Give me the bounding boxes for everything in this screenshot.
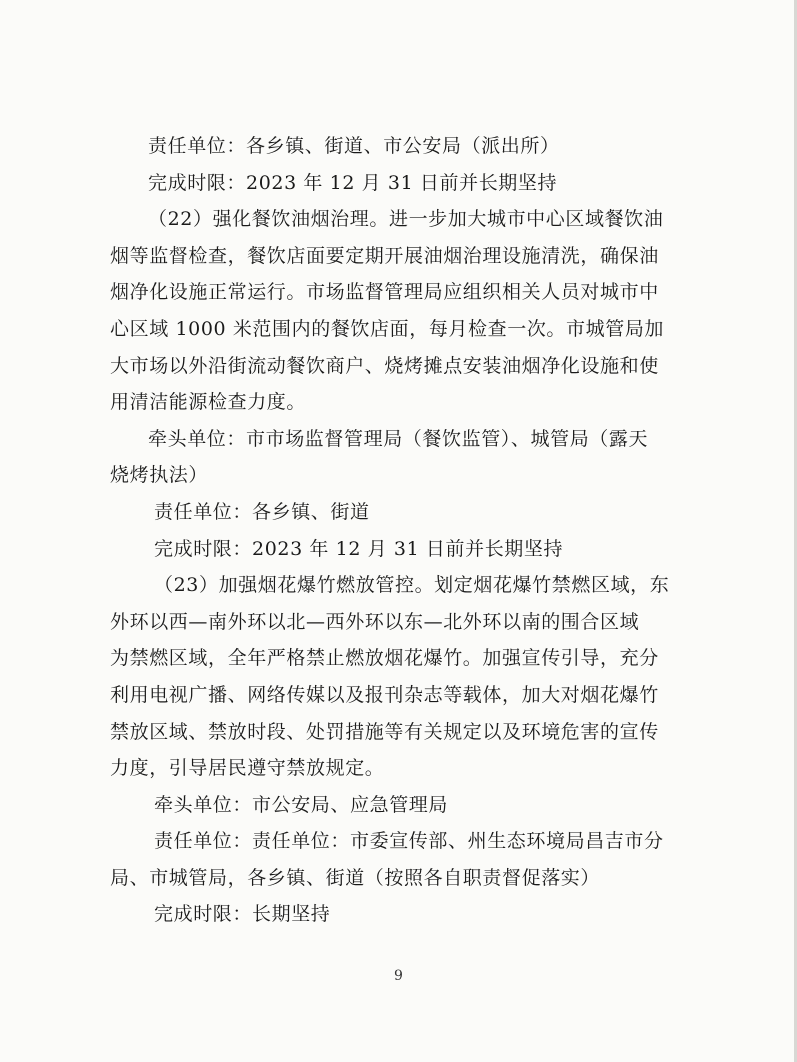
text-line: 外环以西—南外环以北—西外环以东—北外环以南的围合区域	[110, 610, 640, 633]
text-line-item-23-heading: （23）加强烟花爆竹燃放管控。划定烟花爆竹禁燃区域，东	[154, 574, 670, 597]
text-line: 烧烤执法）	[110, 464, 209, 487]
text-line-responsible-unit-1: 责任单位：各乡镇、街道、市公安局（派出所）	[148, 135, 560, 157]
text-line: 用清洁能源检查力度。	[110, 391, 307, 414]
text-line-deadline-3: 完成时限：长期坚持	[154, 903, 331, 926]
text-line: 大市场以外沿街流动餐饮商户、烧烤摊点安装油烟净化设施和使	[110, 354, 659, 377]
text-line-deadline-2: 完成时限：2023 年 12 月 31 日前并长期坚持	[154, 537, 564, 560]
text-line-lead-unit-2: 牵头单位：市市场监督管理局（餐饮监管）、城管局（露天	[148, 427, 649, 450]
page-number: 9	[394, 968, 403, 984]
text-line-item-22-heading: （22）强化餐饮油烟治理。进一步加大城市中心区域餐饮油	[148, 208, 664, 231]
text-line: 烟等监督检查，餐饮店面要定期开展油烟治理设施清洗，确保油	[110, 244, 659, 267]
text-line: 烟净化设施正常运行。市场监督管理局应组织相关人员对城市中	[110, 281, 659, 304]
text-line: 利用电视广播、网络传媒以及报刊杂志等载体，加大对烟花爆竹	[110, 683, 659, 706]
text-line: 力度，引导居民遵守禁放规定。	[110, 757, 385, 780]
text-line: 局、市城管局，各乡镇、街道（按照各自职责督促落实）	[110, 866, 601, 889]
text-line-lead-unit-3: 牵头单位：市公安局、应急管理局	[154, 793, 449, 816]
text-line: 为禁燃区域，全年严格禁止燃放烟花爆竹。加强宣传引导，充分	[110, 647, 659, 670]
document-body	[110, 128, 700, 933]
text-line: 心区域 1000 米范围内的餐饮店面，每月检查一次。市城管局加	[110, 317, 665, 340]
text-line: 禁放区域、禁放时段、处罚措施等有关规定以及环境危害的宣传	[110, 720, 659, 743]
text-line-deadline-1: 完成时限：2023 年 12 月 31 日前并长期坚持	[148, 171, 558, 194]
text-line-responsible-unit-3: 责任单位：责任单位：市委宣传部、州生态环境局昌吉市分	[154, 830, 664, 853]
text-line-responsible-unit-2: 责任单位：各乡镇、街道	[154, 500, 370, 523]
